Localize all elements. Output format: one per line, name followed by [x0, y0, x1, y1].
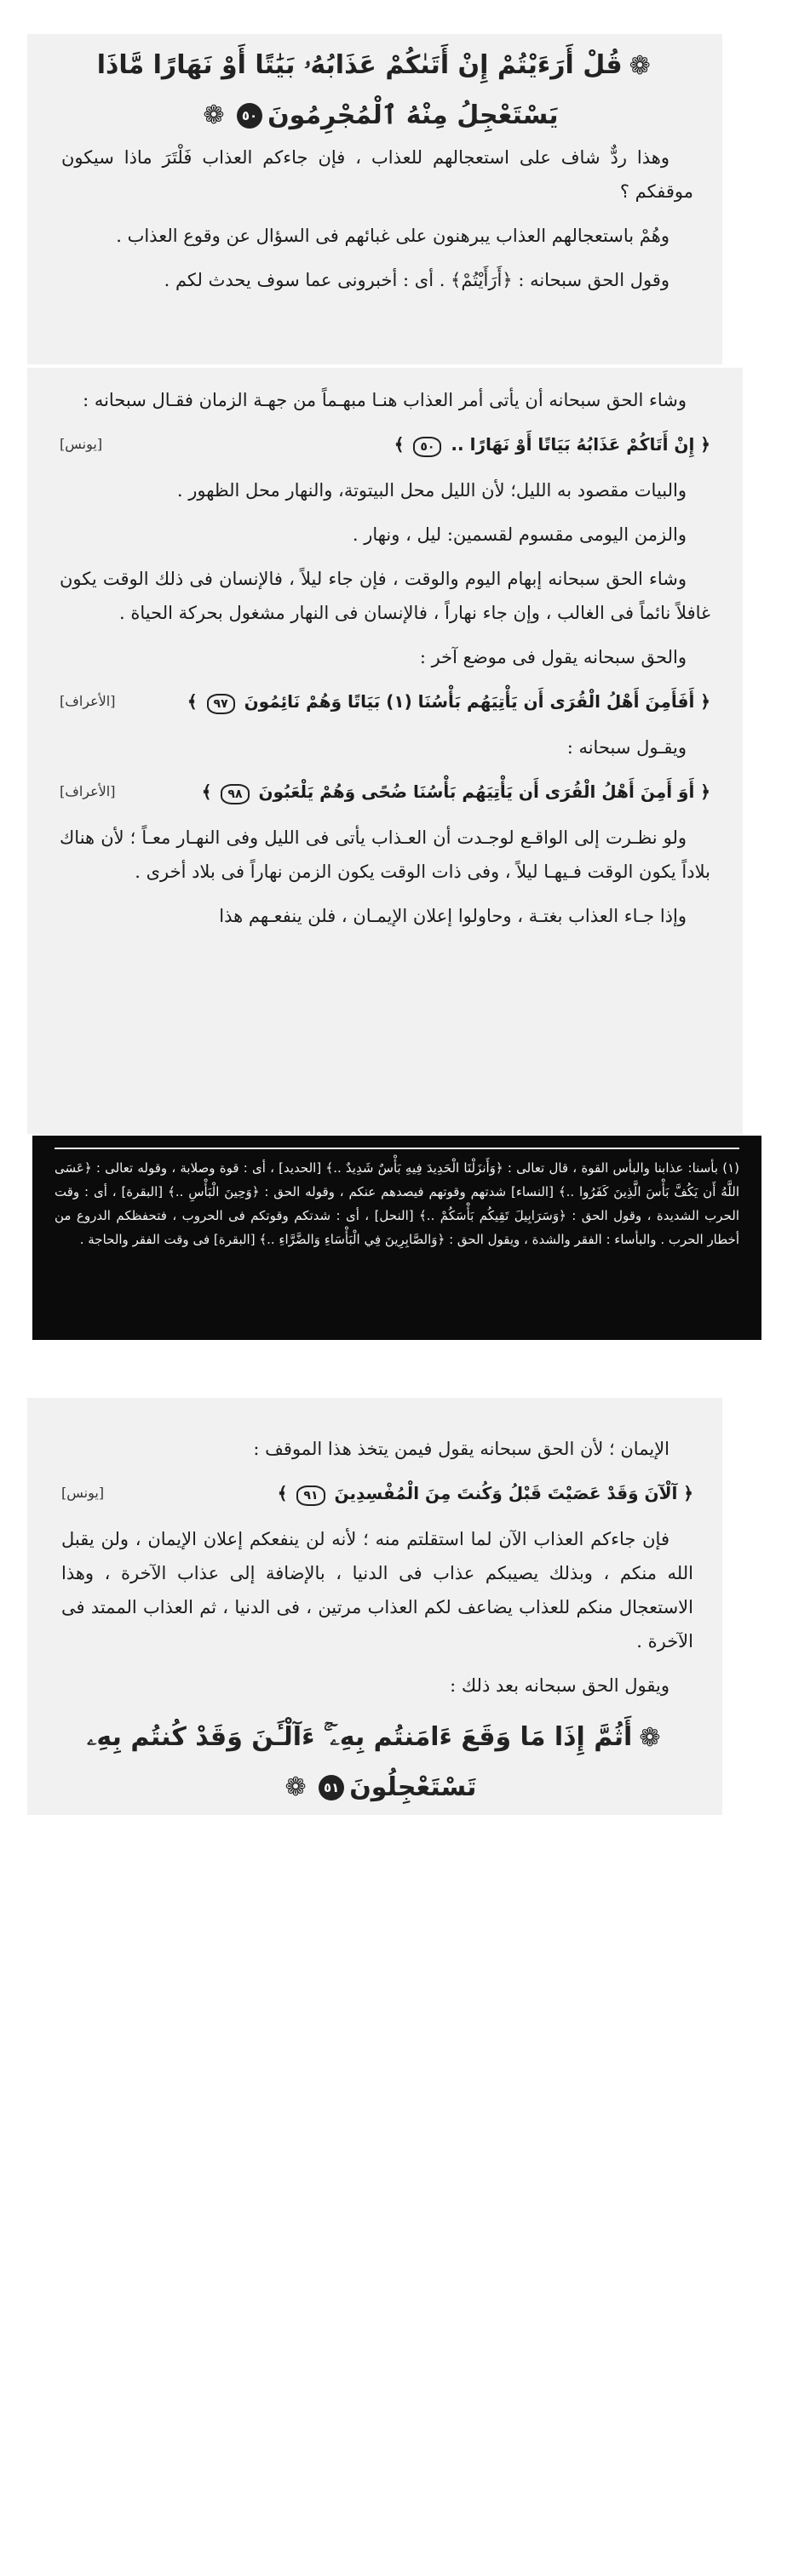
paragraph: فإن جاءكم العذاب الآن لما استقلتم منه ؛ لأنه لن ينفعكم إعلان الإيمان ، ولن يقبل الله منكم ، وبذلك يصيبكم عذاب فى الدنيا ، بالإضافة إلى عذاب الآخرة ، وهذا الاستعجال منكم للعذاب يضاعف لكم العذاب مرتين ، فى الدنيا ، ثم العذاب الممتد فى الآخرة .: [61, 1529, 693, 1652]
paragraph: وشاء الحق سبحانه أن يأتى أمر العذاب هنـا مبهـماً من جهـة الزمان فقـال سبحانه :: [83, 390, 687, 410]
paragraph: وشاء الحق سبحانه إبهام اليوم والوقت ، فإن جاء ليلاً ، فالإنسان فى ذلك الوقت يكون غافلاً نائماً فى الغالب ، وإن جاء نهاراً ، فالإنسان فى النهار مشغول بحركة الحياة .: [60, 569, 710, 623]
page-section-2: [27, 368, 743, 1134]
rosette-icon: ❁: [639, 1722, 661, 1753]
verse-text-line-2: يَسْتَعْجِلُ مِنْهُ ٱلْمُجْرِمُونَ: [267, 100, 559, 130]
surah-reference: [الأعراف]: [60, 783, 116, 799]
footnote-text: (١) بأسنا: عذابنا والبأس القوة ، قال تعالى : ﴿وَأَنزَلْنَا الْحَدِيدَ فِيهِ بَأْسٌ شَدِيدٌ ..﴾ [الحديد] ، أى : قوة وصلابة ، وقوله تعالى : ﴿عَسَى اللَّهُ أَن يَكُفَّ بَأْسَ الَّذِينَ كَفَرُوا ..﴾ [النساء] شدتهم وقوتهم فيصدهم عنكم ، وقوله الحق : ﴿وَحِينَ الْبَأْسِ ..﴾ [البقرة] ، أى : وقت الحرب الشديدة ، وقول الحق : ﴿وَسَرَابِيلَ تَقِيكُم بَأْسَكُمْ ..﴾ [النحل] ، أى : شدتكم وقوتكم فى الحروب ، فتحفظكم الدروع من أخطار الحرب . والبأساء : الفقر والشدة ، ويقول الحق : ﴿وَالصَّابِرِينَ فِي الْبَأْسَاءِ وَالضَّرَّاءِ ..﴾ [البقرة] فى وقت الفقر والحاجة .: [55, 1160, 739, 1247]
paragraph: والبيات مقصود به الليل؛ لأن الليل محل البيتوتة، والنهار محل الظهور .: [176, 480, 687, 501]
paragraph: ولو نظـرت إلى الواقـع لوجـدت أن العـذاب يأتى فى الليل وفى النهـار معـاً ؛ لأن هناك بلاداً يكون الوقت فـيهـا ليلاً ، وفى ذات الوقت يكون الزمن نهاراً فى بلاد أخرى .: [60, 827, 710, 882]
paragraph: وهُمْ باستعجالهم العذاب يبرهنون على غبائهم فى السؤال عن وقوع العذاب .: [116, 226, 669, 246]
verse-words: ﴿ أَوَ أَمِنَ أَهْلُ الْقُرَى أَن يَأْتِيَهُم بَأْسُنَا ضُحًى وَهُمْ يَلْعَبُونَ: [252, 781, 710, 802]
verse-text: ﴿ آلْآنَ وَقَدْ عَصَيْتَ قَبْلُ وَكُنتَ مِنَ الْمُفْسِدِينَ ٩١ ﴾: [278, 1476, 693, 1510]
ayah-number-badge: ٥٠: [237, 103, 262, 129]
quran-verse-header-2: [61, 91, 693, 141]
verse-text: ﴿ أَفَأَمِنَ أَهْلُ الْقُرَى أَن يَأْتِيَهُم بَأْسُنَا (١) بَيَاتًا وَهُمْ نَائِمُونَ ٩٧ ﴾: [187, 684, 710, 718]
verse-number: ٩٨: [221, 784, 249, 804]
rosette-icon: ❁: [284, 1772, 307, 1802]
rosette-icon: ❁: [629, 50, 652, 81]
paragraph: ويقـول سبحانه :: [566, 737, 687, 758]
footnote-divider: [55, 1148, 739, 1149]
surah-reference: [يونس]: [60, 436, 103, 452]
paragraph: وقول الحق سبحانه : ﴿أَرَأَيْتُمْ﴾ . أى : أخبرونى عما سوف يحدث لكم .: [164, 270, 669, 290]
page-section-3: [27, 1398, 722, 1815]
paragraph: والحق سبحانه يقول فى موضع آخر :: [419, 647, 687, 667]
verse-words: ﴿ أَفَأَمِنَ أَهْلُ الْقُرَى أَن يَأْتِيَهُم بَأْسُنَا (١) بَيَاتًا وَهُمْ نَائِمُونَ: [238, 691, 710, 712]
paragraph: الإيمان ؛ لأن الحق سبحانه يقول فيمن يتخذ هذا الموقف :: [253, 1439, 669, 1459]
page-section-1: [27, 34, 722, 364]
surah-reference: [الأعراف]: [60, 693, 116, 709]
footnote-box: [32, 1136, 761, 1340]
quran-verse-header-4: [61, 1763, 693, 1813]
quoted-verse: [61, 1476, 693, 1510]
paragraph: ويقول الحق سبحانه بعد ذلك :: [450, 1675, 669, 1696]
quoted-verse: [60, 775, 710, 809]
verse-text-line-1: قُلْ أَرَءَيْتُمْ إِنْ أَتَىٰكُمْ عَذَابُهُۥ بَيَٰتًا أَوْ نَهَارًا مَّاذَا: [96, 50, 623, 80]
quran-verse-header-3: [61, 1713, 693, 1763]
paragraph: وهذا ردٌّ شاف على استعجالهم للعذاب ، فإن جاءكم العذاب فَلْتَرَ ماذا سيكون موقفكم ؟: [61, 147, 693, 202]
verse-words: ﴿ آلْآنَ وَقَدْ عَصَيْتَ قَبْلُ وَكُنتَ مِنَ الْمُفْسِدِينَ: [328, 1483, 693, 1503]
verse-text-line-1: أَثُمَّ إِذَا مَا وَقَعَ ءَامَنتُم بِهِۦٓ ۚ ءَآلْـَٔنَ وَقَدْ كُنتُم بِهِۦ: [87, 1722, 633, 1752]
quran-verse-header-1: [61, 41, 693, 91]
paragraph: وإذا جـاء العذاب بغتـة ، وحاولوا إعلان الإيمـان ، فلن ينفعـهم هذا: [219, 906, 687, 926]
verse-text: ﴿ إِنْ أَتَاكُمْ عَذَابُهُ بَيَاتًا أَوْ نَهَارًا .. ٥٠ ﴾: [394, 427, 710, 461]
verse-text: ﴿ أَوَ أَمِنَ أَهْلُ الْقُرَى أَن يَأْتِيَهُم بَأْسُنَا ضُحًى وَهُمْ يَلْعَبُونَ ٩٨ ﴾: [202, 775, 710, 809]
quoted-verse: [60, 684, 710, 718]
verse-words: ﴿ إِنْ أَتَاكُمْ عَذَابُهُ بَيَاتًا أَوْ نَهَارًا ..: [445, 434, 710, 455]
verse-number: ٩١: [296, 1485, 325, 1506]
verse-number: ٥٠: [413, 437, 441, 457]
ayah-number-badge: ٥١: [319, 1775, 344, 1800]
surah-reference: [يونس]: [61, 1485, 105, 1501]
paragraph: والزمن اليومى مقسوم لقسمين: ليل ، ونهار .: [352, 524, 687, 545]
quoted-verse: [60, 427, 710, 461]
verse-number: ٩٧: [207, 694, 235, 714]
rosette-icon: ❁: [203, 100, 226, 130]
verse-text-line-2: تَسْتَعْجِلُونَ: [349, 1772, 477, 1802]
